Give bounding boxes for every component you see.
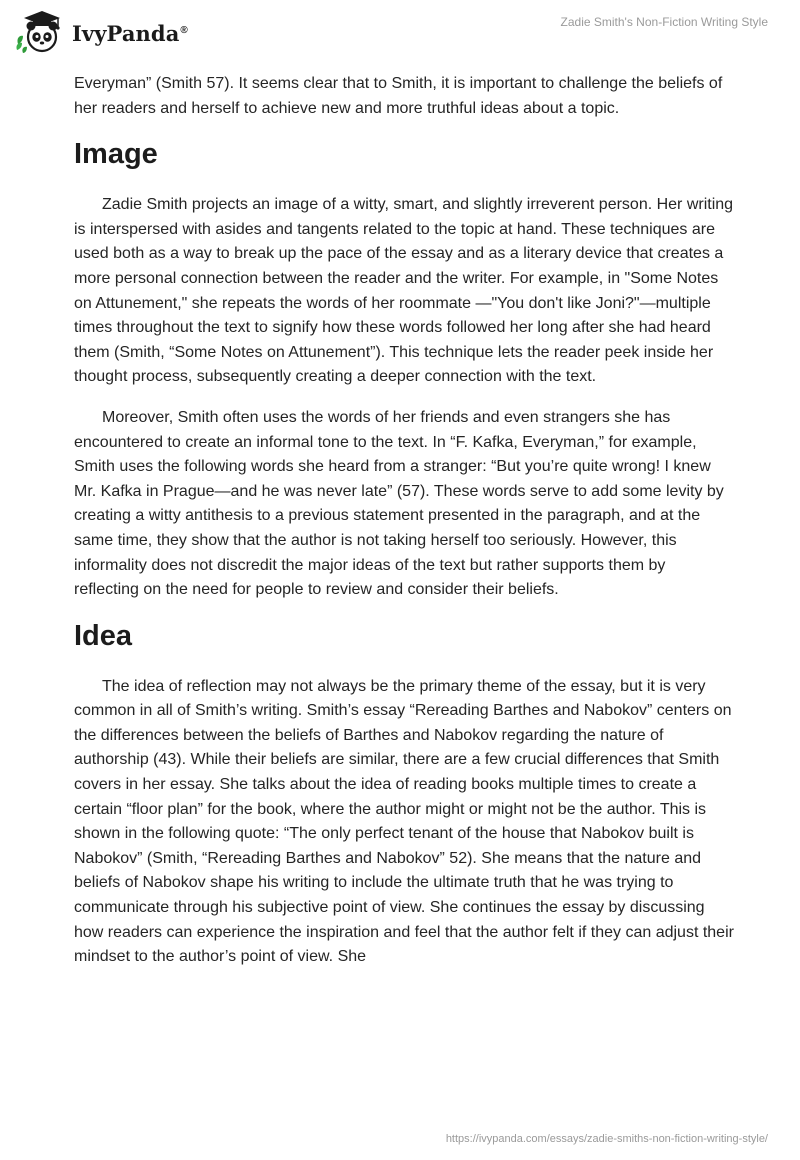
logo-wordmark: IvyPanda®	[72, 20, 188, 46]
essay-body	[74, 72, 734, 986]
page-header	[0, 0, 800, 62]
paragraph: Moreover, Smith often uses the words of her friends and even strangers she has encountered to create an informal tone to the text. In “F. Kafka, Everyman,” for example, Smith uses the following words she heard from a stranger: “But you’re quite wrong! I knew Mr. Kafka in Prague—and he was never late” (57). These words serve to add some levity by creating a witty antithesis to a previous statement presented in the paragraph, and at the same time, they show that the author is not taking herself too seriously. However, this informality does not discredit the major ideas of the text but rather supports them by reflecting on the need for people to review and consider their beliefs.	[74, 408, 724, 599]
section-heading-idea: Idea	[74, 619, 133, 652]
source-url[interactable]: https://ivypanda.com/essays/zadie-smiths-non-fiction-writing-style/	[445, 1133, 768, 1145]
paragraph: Everyman” (Smith 57). It seems clear that to Smith, it is important to challenge the beliefs of her readers and herself to achieve new and more truthful ideas about a topic.	[74, 75, 723, 117]
ivypanda-logo[interactable]	[14, 8, 188, 56]
panda-graduate-icon	[14, 8, 66, 56]
paragraph: Zadie Smith projects an image of a witty, smart, and slightly irreverent person. Her writing is interspersed with asides and tangents related to the topic at hand. These techniques are used both as a way to break up the pace of the essay and as a literary device that creates a more personal connection between the reader and the writer. For example, in "Some Notes on Attunement," she repeats the words of her roommate —"You don't like Joni?"—multiple times throughout the text to signify how these words followed her long after she had heard them (Smith, “Some Notes on Attunement”). This technique lets the reader peek inside her thought process, subsequently creating a deeper connection with the text.	[74, 196, 734, 386]
section-heading-image: Image	[74, 138, 158, 171]
paragraph: The idea of reflection may not always be the primary theme of the essay, but it is very common in all of Smith’s writing. Smith’s essay “Rereading Barthes and Nabokov” centers on the differences between the beliefs of Barthes and Nabokov regarding the nature of authorship (43). While their beliefs are similar, there are a few crucial differences that Smith covers in her essay. She talks about the idea of reading books multiple times to create a certain “floor plan” for the book, where the author might or might not be the author. This is shown in the following quote: “The only perfect tenant of the house that Nabokov built is Nabokov” (Smith, “Rereading Barthes and Nabokov” 52). She means that the nature and beliefs of Nabokov shape his writing to include the ultimate truth that he was trying to communicate through his subjective point of view. She continues the essay by discussing how readers can experience the inspiration and feel that the author felt if they can adjust their mindset to the author’s point of view. She	[74, 677, 734, 966]
running-title: Zadie Smith's Non-Fiction Writing Style	[560, 15, 768, 29]
